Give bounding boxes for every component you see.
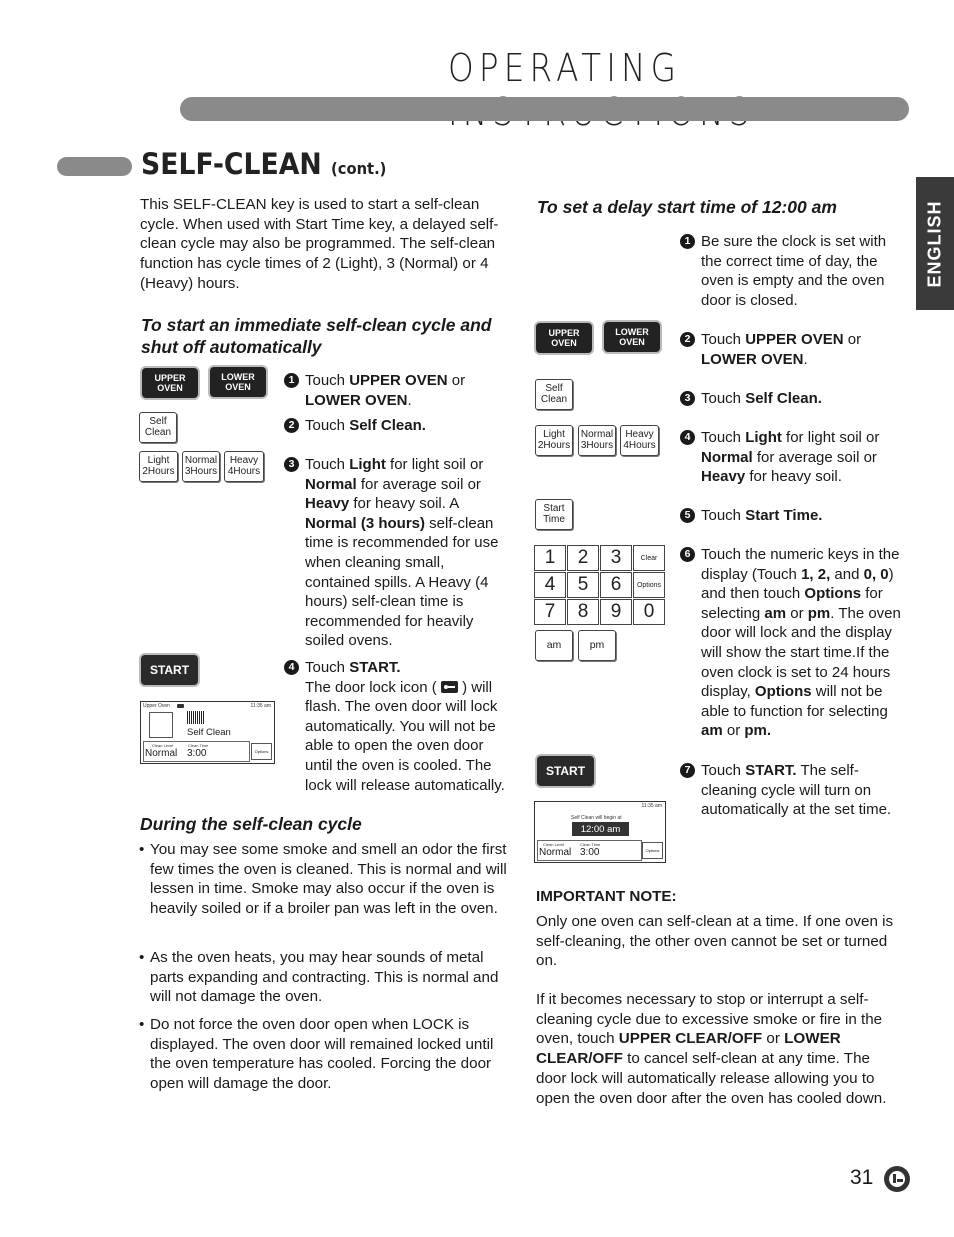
upper-oven-key-label: UPPER OVEN <box>548 328 580 348</box>
clean-level-label: Clean Level <box>152 743 174 748</box>
step-text: Touch Self Clean. <box>305 417 426 434</box>
lock-icon <box>177 704 184 708</box>
numpad-key-0[interactable]: 0 <box>633 599 665 625</box>
step-text: Touch Light for light soil or Normal for average soil or Heavy for heavy soil. <box>701 429 880 486</box>
delay-step-1 <box>680 232 910 312</box>
oven-display-self-clean <box>140 701 275 764</box>
numpad-key-2[interactable]: 2 <box>567 545 599 571</box>
oven-display-delayed-start <box>534 801 666 863</box>
immediate-step-1 <box>284 371 514 411</box>
step-number: 3 <box>680 391 695 406</box>
display-settings-box <box>537 840 642 861</box>
clean-time-label: Clean Time <box>580 842 601 847</box>
step-text: Touch UPPER OVEN or LOWER OVEN. <box>701 331 862 368</box>
delay-step-3 <box>680 389 910 409</box>
step-text: Touch UPPER OVEN or LOWER OVEN. <box>305 372 466 409</box>
display-options-button[interactable]: Options <box>251 743 272 760</box>
bullet-text: You may see some smoke and smell an odor the first few times the oven is cleaned. This is normal and will lessen in time. Smoke may also occur if the oven is heavily soiled or if a broiler pan was left in the oven. <box>150 841 507 918</box>
self-clean-key[interactable] <box>139 412 177 443</box>
start-key[interactable]: START <box>141 655 198 685</box>
step-number: 4 <box>284 660 299 675</box>
oven-icon <box>149 712 173 738</box>
step-number: 2 <box>680 332 695 347</box>
lower-oven-key[interactable] <box>210 367 266 397</box>
normal-key-label: Normal 3Hours <box>580 429 614 451</box>
numpad-key-3[interactable]: 3 <box>600 545 632 571</box>
intro-paragraph: This SELF-CLEAN key is used to start a self-clean cycle. When used with Start Time key, a delayed self-clean cycle may also be programmed. The self-clean function has cycle times of 2 (Light), 3 (Normal) or 4 (Heavy) hours. <box>140 196 499 292</box>
step-text: Touch START. The self-cleaning cycle will turn on automatically at the set time. <box>701 762 892 819</box>
note-heading: IMPORTANT NOTE: <box>536 888 677 905</box>
delay-step-2 <box>680 330 910 370</box>
numpad-key-6[interactable]: 6 <box>600 572 632 598</box>
light-key-label: Light 2Hours <box>537 429 571 451</box>
clean-level-label: Clean Level <box>543 842 565 847</box>
lower-oven-key[interactable] <box>604 322 660 352</box>
lower-oven-key-label: LOWER OVEN <box>221 372 255 392</box>
step-number: 1 <box>284 373 299 388</box>
numpad-key-8[interactable]: 8 <box>567 599 599 625</box>
delay-step-7 <box>680 761 910 821</box>
display-clock: 11:35 am <box>641 803 662 809</box>
clean-level-value: Normal <box>539 847 572 858</box>
pm-key[interactable]: pm <box>578 630 616 661</box>
numpad-key-7[interactable]: 7 <box>534 599 566 625</box>
self-clean-key-label: Self Clean <box>540 383 568 405</box>
delay-heading: To set a delay start time of 12:00 am <box>537 197 837 217</box>
language-tab-label: ENGLISH <box>924 199 945 288</box>
header-bar <box>180 97 909 121</box>
step-number: 4 <box>680 430 695 445</box>
self-clean-key-label: Self Clean <box>144 416 172 438</box>
immediate-heading: To start an immediate self-clean cycle and shut off automatically <box>141 315 492 357</box>
note-paragraph-1: Only one oven can self-clean at a time. If one oven is self-cleaning, the other oven cannot be set or turned on. <box>536 913 894 970</box>
numpad-key-1[interactable]: 1 <box>534 545 566 571</box>
step-text: Touch Light for light soil or Normal for average soil or Heavy for heavy soil. A Normal (3 hours) self-clean time is recommended for use when cleaning small, contained spills. A Heavy (4 hours) self-clean time is recommended for heavily soiled ovens. <box>305 456 499 650</box>
start-key[interactable]: START <box>537 756 594 786</box>
delay-step-4 <box>680 428 910 488</box>
page-header-title: OPERATING <box>448 46 682 90</box>
begin-label: Self Clean will begin at <box>571 815 622 821</box>
heavy-key-label: Heavy 4Hours <box>623 429 656 451</box>
start-time-key-label: Start Time <box>543 503 565 525</box>
section-title-cont: (cont.) <box>331 159 387 178</box>
step-text: Be sure the clock is set with the correct time of day, the oven is empty and the oven door is closed. <box>701 233 887 309</box>
language-tab <box>916 177 954 310</box>
section-pill <box>57 157 132 176</box>
delay-step-6 <box>680 545 910 741</box>
step-text: Touch the numeric keys in the display (Touch 1, 2, and 0, 0) and then touch Options for selecting am or pm. The oven door will lock and the display will show the start time.If the oven clock is set to 24 hours display, Options will not be able to function for selecting am or pm. <box>701 546 901 740</box>
during-heading: During the self-clean cycle <box>140 814 362 834</box>
section-title <box>141 147 386 181</box>
heat-bars-icon <box>187 711 205 724</box>
normal-key-label: Normal 3Hours <box>184 455 218 477</box>
note-paragraph-2: If it becomes necessary to stop or interrupt a self-cleaning cycle due to excessive smoke or fire in the oven, touch UPPER CLEAR/OFF or LOWER CLEAR/OFF to cancel self-clean at any time. The door lock will automatically release allowing you to open the oven door after the oven has cooled down. <box>536 991 887 1107</box>
during-bullet-1: • You may see some smoke and smell an odor the first few times the oven is cleaned. This is normal and will lessen in time. Smoke may also occur if the oven is heavily soiled or if a broiler pan was left in the oven. <box>139 840 511 938</box>
during-bullet-2: • As the oven heats, you may hear sounds of metal parts expanding and contracting. This is normal and will not damage the oven. <box>139 948 511 1008</box>
step-text: Touch Self Clean. <box>701 390 822 407</box>
numpad-key-9[interactable]: 9 <box>600 599 632 625</box>
display-settings-box <box>143 741 250 762</box>
page-number: 31 <box>850 1166 874 1189</box>
step-number: 2 <box>284 418 299 433</box>
upper-oven-key[interactable] <box>536 323 592 353</box>
step-number: 3 <box>284 457 299 472</box>
display-mode: Self Clean <box>187 727 231 738</box>
display-clock: 11:35 am <box>250 703 271 709</box>
light-key[interactable] <box>535 425 573 456</box>
lg-logo-icon <box>884 1166 910 1192</box>
upper-oven-key[interactable] <box>142 368 198 398</box>
begin-time: 12:00 am <box>572 822 629 836</box>
start-time-key[interactable] <box>535 499 573 530</box>
display-oven-label: Upper Oven <box>143 703 170 709</box>
normal-key[interactable] <box>578 425 616 456</box>
step-text: Touch Start Time. <box>701 507 823 524</box>
clean-time-value: 3:00 <box>187 748 207 759</box>
door-lock-icon <box>441 681 458 693</box>
step-number: 7 <box>680 763 695 778</box>
upper-oven-key-label: UPPER OVEN <box>154 373 186 393</box>
clean-time-label: Clean Time <box>188 743 209 748</box>
heavy-key[interactable] <box>224 451 264 482</box>
light-key-label: Light 2Hours <box>142 455 175 477</box>
immediate-step-3 <box>284 455 514 651</box>
light-key[interactable] <box>139 451 178 482</box>
clean-time-value: 3:00 <box>580 847 600 858</box>
step-text: Touch START. The door lock icon ( ) will flash. The oven door will lock automatically. You will not be able to open the oven door until the oven is cooled. The lock will release automatically. <box>305 659 505 794</box>
normal-key[interactable] <box>182 451 220 482</box>
lower-oven-key-label: LOWER OVEN <box>615 327 649 347</box>
during-bullet-3: • Do not force the oven door open when LOCK is displayed. The oven door will remained locked until the oven temperature has cooled. Forcing the door open will damage the door. <box>139 1015 511 1095</box>
numeric-keypad <box>534 545 665 625</box>
options-key[interactable]: Options <box>633 572 665 598</box>
self-clean-key[interactable] <box>535 379 573 410</box>
section-title-text: SELF-CLEAN <box>141 147 322 181</box>
delay-step-5 <box>680 506 910 526</box>
clear-key[interactable]: Clear <box>633 545 665 571</box>
clean-level-value: Normal <box>145 748 178 759</box>
immediate-step-4 <box>284 658 514 796</box>
display-options-button[interactable]: Options <box>642 842 663 859</box>
numpad-key-5[interactable]: 5 <box>567 572 599 598</box>
heavy-key-label: Heavy 4Hours <box>227 455 261 477</box>
step-number: 5 <box>680 508 695 523</box>
heavy-key[interactable] <box>620 425 659 456</box>
step-number: 1 <box>680 234 695 249</box>
immediate-step-2 <box>284 416 514 436</box>
numpad-key-4[interactable]: 4 <box>534 572 566 598</box>
bullet-text: As the oven heats, you may hear sounds of metal parts expanding and contracting. This is normal and will not damage the oven. <box>150 949 499 1006</box>
am-key[interactable]: am <box>535 630 573 661</box>
bullet-text: Do not force the oven door open when LOCK is displayed. The oven door will remained locked until the oven temperature has cooled. Forcing the door open will damage the door. <box>150 1016 494 1093</box>
step-number: 6 <box>680 547 695 562</box>
